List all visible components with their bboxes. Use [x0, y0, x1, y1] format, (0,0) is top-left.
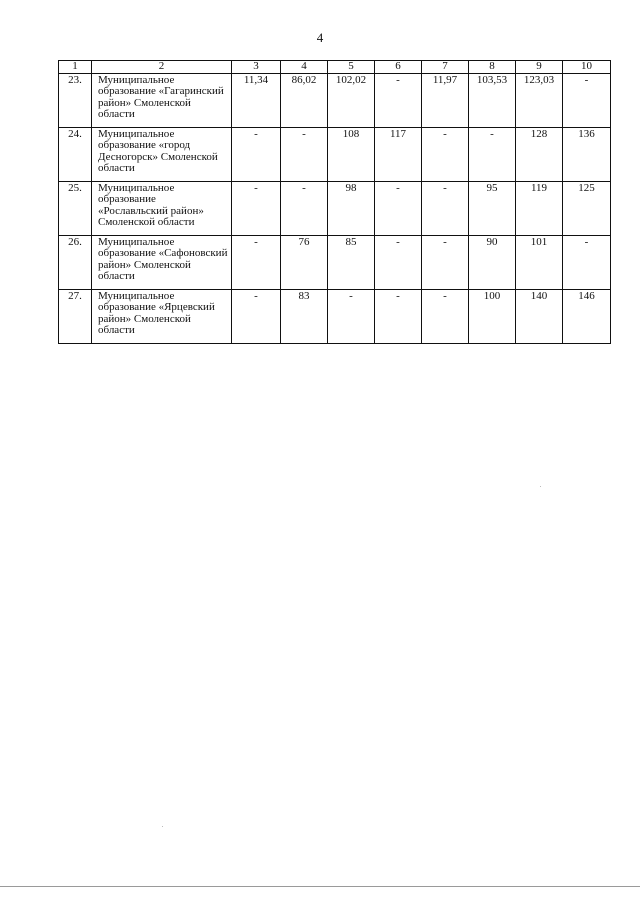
table-body: [59, 61, 611, 344]
value-cell: -: [232, 127, 281, 181]
value-cell: 140: [516, 289, 563, 343]
column-header: 6: [375, 61, 422, 74]
municipality-name: Муниципальное образование «Ярцевский район» Смоленской области: [92, 289, 232, 343]
column-header: 5: [328, 61, 375, 74]
value-cell: 95: [469, 181, 516, 235]
column-header: 1: [59, 61, 92, 74]
column-header: 7: [422, 61, 469, 74]
row-number: 24.: [59, 127, 92, 181]
municipality-name: Муниципальное образование «Гагаринский район» Смоленской области: [92, 73, 232, 127]
value-cell: 11,34: [232, 73, 281, 127]
column-header: 2: [92, 61, 232, 74]
page-number: 4: [316, 30, 324, 45]
value-cell: -: [281, 127, 328, 181]
value-cell: -: [281, 181, 328, 235]
table-row: [59, 73, 611, 127]
value-cell: 103,53: [469, 73, 516, 127]
value-cell: -: [375, 289, 422, 343]
column-header: 10: [563, 61, 611, 74]
row-number: 26.: [59, 235, 92, 289]
value-cell: 123,03: [516, 73, 563, 127]
value-cell: 136: [563, 127, 611, 181]
scan-speck: [540, 486, 541, 487]
value-cell: 90: [469, 235, 516, 289]
row-number: 27.: [59, 289, 92, 343]
value-cell: -: [328, 289, 375, 343]
row-number: 25.: [59, 181, 92, 235]
table-row: [59, 235, 611, 289]
value-cell: 11,97: [422, 73, 469, 127]
value-cell: -: [375, 73, 422, 127]
value-cell: -: [232, 181, 281, 235]
value-cell: 86,02: [281, 73, 328, 127]
value-cell: -: [563, 235, 611, 289]
table-row: [59, 181, 611, 235]
municipality-name: Муниципальное образование «город Десногорск» Смоленской области: [92, 127, 232, 181]
header-row: [59, 61, 611, 74]
value-cell: 119: [516, 181, 563, 235]
scan-speck: [162, 826, 163, 827]
data-table: [58, 60, 611, 344]
municipality-name: Муниципальное образование «Сафоновский район» Смоленской области: [92, 235, 232, 289]
value-cell: -: [375, 181, 422, 235]
column-header: 3: [232, 61, 281, 74]
table-row: [59, 289, 611, 343]
column-header: 8: [469, 61, 516, 74]
value-cell: -: [563, 73, 611, 127]
column-header: 9: [516, 61, 563, 74]
value-cell: -: [232, 235, 281, 289]
municipality-name: Муниципальное образование «Рославльский район» Смоленской области: [92, 181, 232, 235]
value-cell: -: [469, 127, 516, 181]
value-cell: -: [422, 181, 469, 235]
value-cell: 101: [516, 235, 563, 289]
value-cell: 128: [516, 127, 563, 181]
table-row: [59, 127, 611, 181]
value-cell: 146: [563, 289, 611, 343]
scan-bottom-edge: [0, 886, 640, 887]
value-cell: 83: [281, 289, 328, 343]
value-cell: 108: [328, 127, 375, 181]
value-cell: 98: [328, 181, 375, 235]
value-cell: 117: [375, 127, 422, 181]
value-cell: 102,02: [328, 73, 375, 127]
value-cell: -: [422, 127, 469, 181]
column-header: 4: [281, 61, 328, 74]
value-cell: -: [232, 289, 281, 343]
value-cell: 125: [563, 181, 611, 235]
value-cell: -: [375, 235, 422, 289]
value-cell: -: [422, 289, 469, 343]
value-cell: -: [422, 235, 469, 289]
row-number: 23.: [59, 73, 92, 127]
value-cell: 76: [281, 235, 328, 289]
value-cell: 100: [469, 289, 516, 343]
value-cell: 85: [328, 235, 375, 289]
